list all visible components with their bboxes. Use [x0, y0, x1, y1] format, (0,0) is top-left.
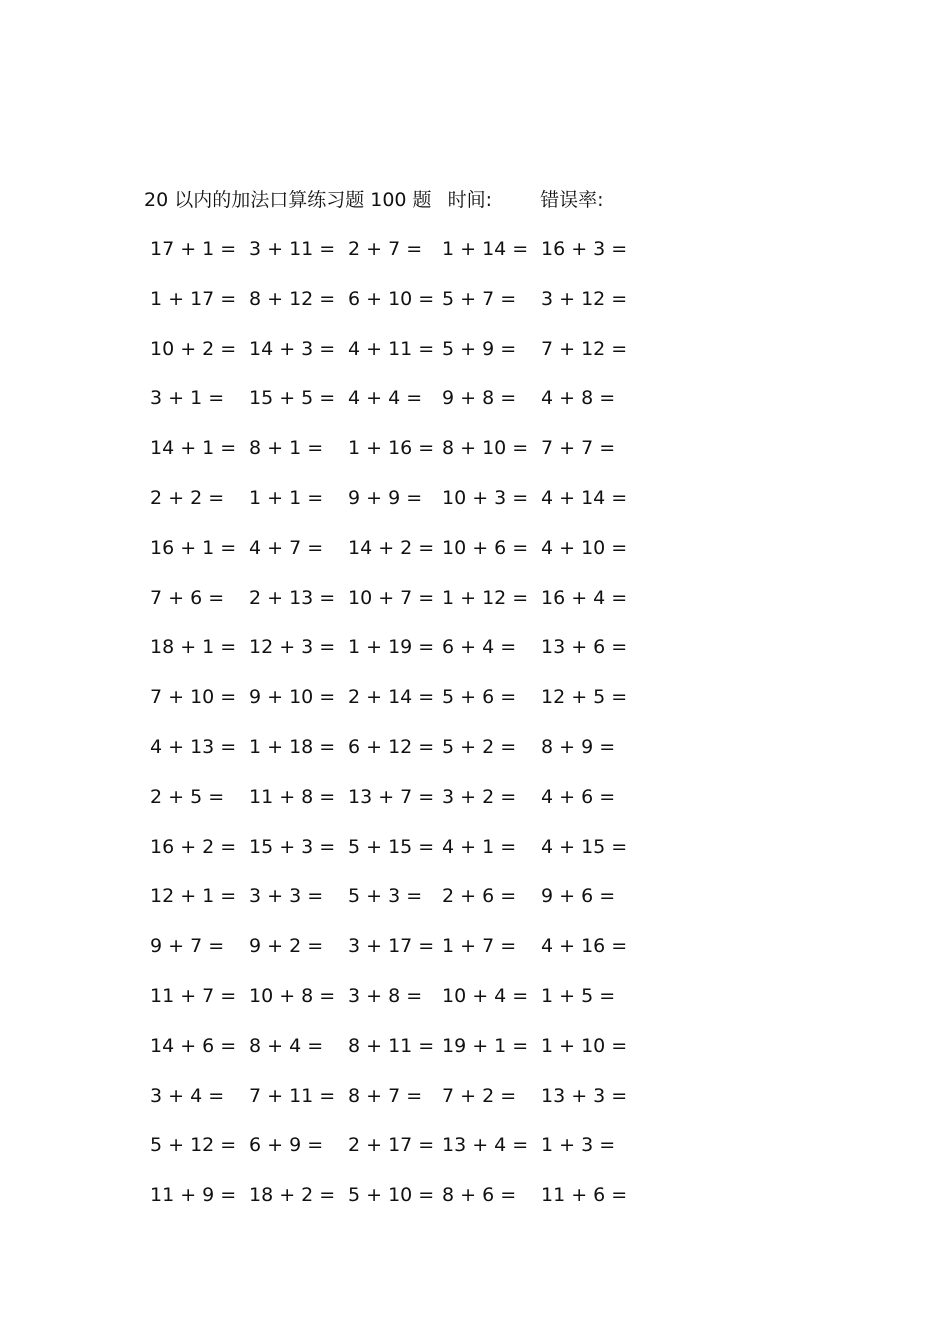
- problem-item: 5 + 2 =: [442, 736, 517, 758]
- problem-row: [0, 981, 950, 1011]
- problem-item: 10 + 6 =: [442, 536, 529, 559]
- problem-item: 4 + 15 =: [541, 835, 628, 858]
- problem-item: 6 + 4 =: [442, 636, 517, 659]
- problem-item: 1 + 16 =: [348, 437, 435, 460]
- problem-item: 10 + 2 =: [150, 337, 237, 360]
- problem-row: [0, 732, 950, 762]
- problem-item: 16 + 2 =: [150, 835, 237, 858]
- problem-item: 4 + 6 =: [541, 785, 616, 808]
- problem-item: 19 + 1 =: [442, 1034, 529, 1057]
- problem-item: 13 + 7 =: [348, 785, 435, 808]
- problem-item: 2 + 2 =: [150, 487, 225, 509]
- problem-item: 10 + 4 =: [442, 985, 529, 1007]
- problem-row: [0, 433, 950, 463]
- problem-item: 4 + 1 =: [442, 835, 517, 858]
- problem-item: 2 + 6 =: [442, 885, 517, 908]
- problem-item: 7 + 12 =: [541, 337, 628, 360]
- problem-item: 7 + 11 =: [249, 1084, 336, 1107]
- problem-item: 10 + 8 =: [249, 985, 336, 1007]
- time-label: 时间:: [447, 189, 493, 211]
- problem-item: 5 + 12 =: [150, 1134, 237, 1157]
- problem-item: 8 + 10 =: [442, 437, 529, 460]
- problem-item: 8 + 4 =: [249, 1034, 324, 1057]
- problem-item: 3 + 17 =: [348, 935, 435, 958]
- problem-item: 5 + 15 =: [348, 835, 435, 858]
- problem-item: 3 + 4 =: [150, 1084, 225, 1107]
- problem-item: 14 + 6 =: [150, 1034, 237, 1057]
- problem-item: 9 + 6 =: [541, 885, 616, 908]
- problem-item: 15 + 3 =: [249, 835, 336, 858]
- problem-item: 7 + 7 =: [541, 437, 616, 460]
- problem-item: 4 + 10 =: [541, 536, 628, 559]
- problem-row: [0, 931, 950, 961]
- problem-item: 11 + 9 =: [150, 1184, 237, 1207]
- problem-item: 1 + 3 =: [541, 1134, 616, 1157]
- problem-row: [0, 1180, 950, 1210]
- problem-item: 4 + 4 =: [348, 387, 423, 410]
- problem-item: 3 + 11 =: [249, 238, 336, 260]
- problem-row: [0, 1081, 950, 1111]
- problem-item: 11 + 7 =: [150, 985, 237, 1007]
- problem-row: [0, 881, 950, 911]
- problem-item: 2 + 17 =: [348, 1134, 435, 1157]
- problem-row: [0, 1031, 950, 1061]
- problem-item: 14 + 3 =: [249, 337, 336, 360]
- problem-item: 10 + 7 =: [348, 586, 435, 609]
- problem-item: 8 + 11 =: [348, 1034, 435, 1057]
- problem-item: 7 + 2 =: [442, 1084, 517, 1107]
- problem-item: 1 + 17 =: [150, 287, 237, 310]
- problem-item: 9 + 7 =: [150, 935, 225, 958]
- problem-item: 11 + 8 =: [249, 785, 336, 808]
- problem-item: 6 + 12 =: [348, 736, 435, 758]
- problem-item: 12 + 1 =: [150, 885, 237, 908]
- problem-item: 1 + 12 =: [442, 586, 529, 609]
- problem-row: [0, 583, 950, 613]
- problem-item: 3 + 3 =: [249, 885, 324, 908]
- problem-item: 13 + 4 =: [442, 1134, 529, 1157]
- problem-item: 3 + 12 =: [541, 287, 628, 310]
- problem-item: 3 + 8 =: [348, 985, 423, 1007]
- problem-item: 1 + 19 =: [348, 636, 435, 659]
- problem-item: 8 + 7 =: [348, 1084, 423, 1107]
- problem-item: 1 + 10 =: [541, 1034, 628, 1057]
- problem-row: [0, 483, 950, 513]
- problem-item: 1 + 7 =: [442, 935, 517, 958]
- problem-item: 18 + 2 =: [249, 1184, 336, 1207]
- problem-row: [0, 682, 950, 712]
- problem-item: 9 + 8 =: [442, 387, 517, 410]
- problem-row: [0, 284, 950, 314]
- problem-item: 5 + 6 =: [442, 686, 517, 709]
- problem-row: [0, 533, 950, 563]
- problem-item: 5 + 10 =: [348, 1184, 435, 1207]
- problem-row: [0, 383, 950, 413]
- problem-item: 6 + 9 =: [249, 1134, 324, 1157]
- problem-item: 6 + 10 =: [348, 287, 435, 310]
- problem-item: 8 + 1 =: [249, 437, 324, 460]
- problem-item: 2 + 7 =: [348, 238, 423, 260]
- problem-item: 16 + 1 =: [150, 536, 237, 559]
- problem-item: 4 + 16 =: [541, 935, 628, 958]
- problem-item: 3 + 2 =: [442, 785, 517, 808]
- problem-item: 13 + 6 =: [541, 636, 628, 659]
- problem-item: 5 + 9 =: [442, 337, 517, 360]
- problem-row: [0, 782, 950, 812]
- problem-row: [0, 1130, 950, 1160]
- problem-item: 14 + 2 =: [348, 536, 435, 559]
- problem-item: 9 + 10 =: [249, 686, 336, 709]
- problem-item: 8 + 9 =: [541, 736, 616, 758]
- problem-item: 4 + 13 =: [150, 736, 237, 758]
- problem-item: 9 + 2 =: [249, 935, 324, 958]
- problem-row: [0, 234, 950, 264]
- problem-item: 15 + 5 =: [249, 387, 336, 410]
- problem-item: 2 + 13 =: [249, 586, 336, 609]
- problem-item: 1 + 18 =: [249, 736, 336, 758]
- problem-item: 11 + 6 =: [541, 1184, 628, 1207]
- problem-item: 8 + 6 =: [442, 1184, 517, 1207]
- problem-item: 16 + 3 =: [541, 238, 628, 260]
- problem-row: [0, 832, 950, 862]
- problem-row: [0, 334, 950, 364]
- problem-item: 4 + 7 =: [249, 536, 324, 559]
- problem-item: 1 + 5 =: [541, 985, 616, 1007]
- problem-item: 7 + 6 =: [150, 586, 225, 609]
- problem-item: 4 + 14 =: [541, 487, 628, 509]
- problem-row: [0, 632, 950, 662]
- worksheet-title: 20 以内的加法口算练习题 100 题: [144, 189, 432, 211]
- problem-item: 10 + 3 =: [442, 487, 529, 509]
- problem-item: 3 + 1 =: [150, 387, 225, 410]
- problem-item: 17 + 1 =: [150, 238, 237, 260]
- error-rate-label: 错误率:: [540, 189, 604, 211]
- problem-item: 9 + 9 =: [348, 487, 423, 509]
- problem-item: 13 + 3 =: [541, 1084, 628, 1107]
- problem-item: 14 + 1 =: [150, 437, 237, 460]
- problem-item: 18 + 1 =: [150, 636, 237, 659]
- problem-item: 5 + 3 =: [348, 885, 423, 908]
- problem-item: 1 + 1 =: [249, 487, 324, 509]
- problem-item: 5 + 7 =: [442, 287, 517, 310]
- problem-item: 12 + 5 =: [541, 686, 628, 709]
- problem-item: 7 + 10 =: [150, 686, 237, 709]
- problem-item: 16 + 4 =: [541, 586, 628, 609]
- problem-item: 8 + 12 =: [249, 287, 336, 310]
- problem-item: 2 + 14 =: [348, 686, 435, 709]
- problem-item: 12 + 3 =: [249, 636, 336, 659]
- problem-item: 4 + 8 =: [541, 387, 616, 410]
- problem-item: 4 + 11 =: [348, 337, 435, 360]
- problem-item: 1 + 14 =: [442, 238, 529, 260]
- problem-item: 2 + 5 =: [150, 785, 225, 808]
